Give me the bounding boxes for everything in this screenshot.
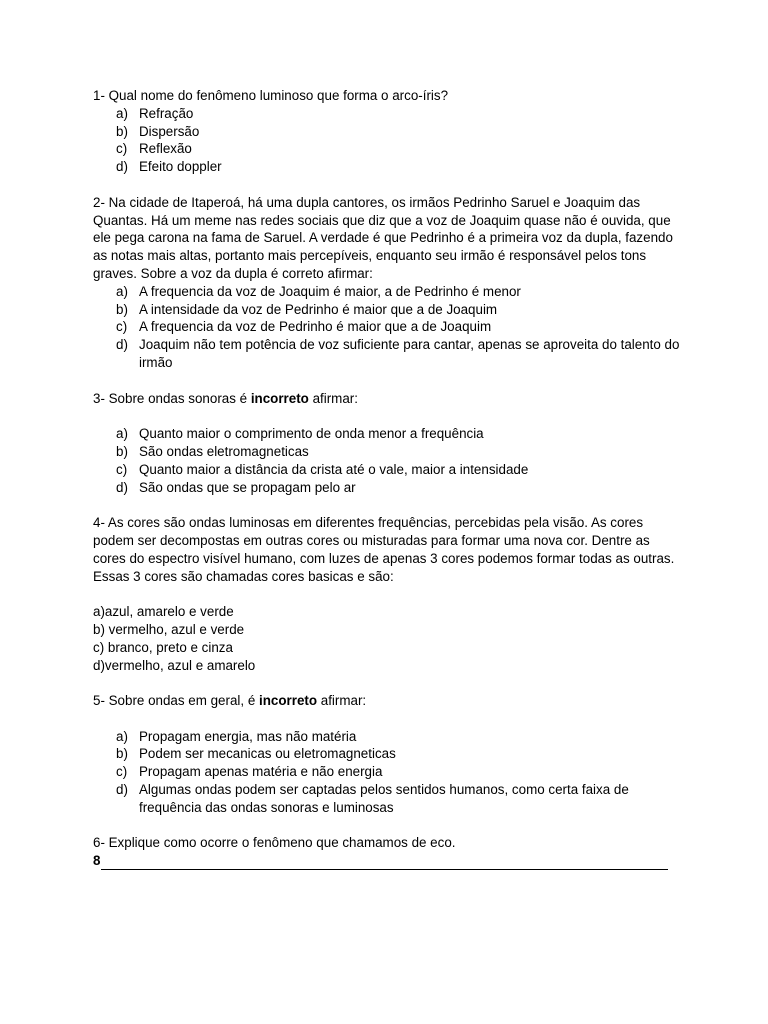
- option-c: c) Quanto maior a distância da crista até o vale, maior a intensidade: [116, 461, 529, 477]
- option-d: d)vermelho, azul e amarelo: [93, 657, 256, 673]
- option-a: a) Quanto maior o comprimento de onda menor a frequência: [116, 426, 484, 442]
- option-c: c) Reflexão: [116, 141, 192, 157]
- option-b: b) Dispersão: [116, 123, 200, 139]
- option-list: [93, 728, 683, 817]
- question-1: [93, 87, 683, 176]
- option-a: a) Refração: [116, 105, 194, 121]
- answer-prefix: 8: [93, 853, 101, 869]
- answer-rule: [101, 856, 668, 870]
- option-d: d) Algumas ondas podem ser captadas pelos sentidos humanos, como certa faixa de frequência das ondas sonoras e luminosas: [116, 782, 629, 815]
- option-d: d) Joaquim não tem potência de voz suficiente para cantar, apenas se aproveita do talento do irmão: [116, 337, 680, 370]
- option-list: [93, 603, 683, 674]
- question-stem: 3- Sobre ondas sonoras é incorreto afirmar:: [93, 390, 358, 406]
- option-a: a) A frequencia da voz de Joaquim é maior, a de Pedrinho é menor: [116, 283, 521, 299]
- question-4: [93, 514, 683, 674]
- answer-line[interactable]: [93, 852, 668, 870]
- question-stem: 6- Explique como ocorre o fenômeno que chamamos de eco.: [93, 835, 456, 851]
- option-b: b) Podem ser mecanicas ou eletromagneticas: [116, 746, 396, 762]
- option-a: a)azul, amarelo e verde: [93, 604, 234, 620]
- option-c: c) A frequencia da voz de Pedrinho é maior que a de Joaquim: [116, 319, 492, 335]
- option-list: [93, 425, 683, 496]
- question-6: [93, 834, 683, 870]
- option-c: c) Propagam apenas matéria e não energia: [116, 764, 383, 780]
- question-stem: 1- Qual nome do fenômeno luminoso que forma o arco-íris?: [93, 88, 449, 103]
- emphasis-incorrect: incorreto: [250, 390, 309, 406]
- option-a: a) Propagam energia, mas não matéria: [116, 728, 357, 744]
- question-5: [93, 692, 683, 817]
- option-list: [93, 105, 683, 176]
- emphasis-incorrect: incorreto: [259, 693, 318, 709]
- option-b: b) vermelho, azul e verde: [93, 621, 245, 637]
- option-c: c) branco, preto e cinza: [93, 639, 233, 655]
- question-stem: 2- Na cidade de Itaperoá, há uma dupla cantores, os irmãos Pedrinho Saruel e Joaquim das Quantas. Há um meme nas redes sociais que diz que a voz de Joaquim quase não é ouvida, que ele pega carona na fama de Saruel. A verdade é que Pedrinho é a primeira voz da dupla, fazendo as notas mais altas, portanto mais percepíveis, enquanto seu irmão é responsável pelos tons graves. Sobre a voz da dupla é correto afirmar:: [93, 194, 673, 281]
- question-3: [93, 390, 683, 497]
- question-stem: 5- Sobre ondas em geral, é incorreto afirmar:: [93, 693, 367, 709]
- question-2: [93, 194, 683, 372]
- option-b: b) A intensidade da voz de Pedrinho é maior que a de Joaquim: [116, 301, 498, 317]
- option-list: [93, 283, 683, 372]
- question-list: [93, 87, 683, 888]
- option-d: d) São ondas que se propagam pelo ar: [116, 479, 356, 495]
- question-stem: 4- As cores são ondas luminosas em diferentes frequências, percebidas pela visão. As cores podem ser decompostas em outras cores ou misturadas para formar uma nova cor. Dentre as cores do espectro visível humano, com luzes de apenas 3 cores podemos formar todas as outras. Essas 3 cores são chamadas cores basicas e são:: [93, 515, 675, 584]
- option-d: d) Efeito doppler: [116, 159, 222, 175]
- option-b: b) São ondas eletromagneticas: [116, 443, 309, 459]
